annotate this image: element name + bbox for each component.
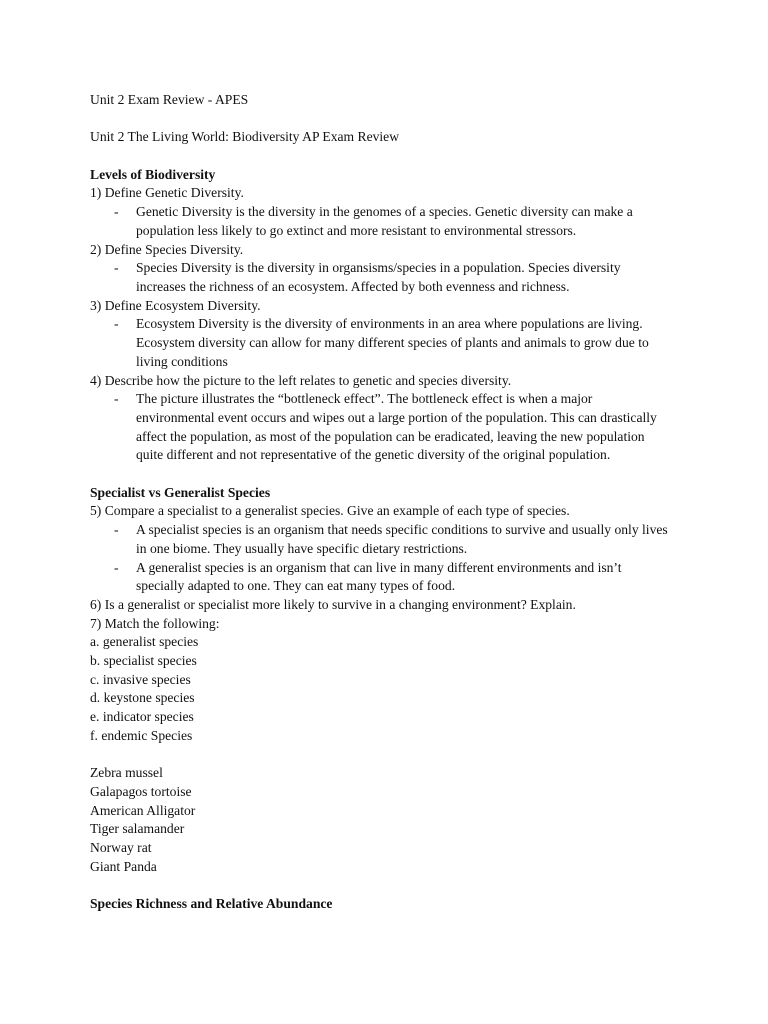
section-heading-specialist: Specialist vs Generalist Species bbox=[90, 484, 271, 500]
bullet-dash: - bbox=[114, 391, 119, 407]
list-item: c. invasive species bbox=[90, 671, 191, 687]
terms-list bbox=[90, 633, 680, 745]
question-5: 5) Compare a specialist to a generalist species. Give an example of each type of species. bbox=[90, 503, 570, 519]
list-item: e. indicator species bbox=[90, 709, 194, 725]
question-2: 2) Define Species Diversity. bbox=[90, 241, 244, 257]
answer-5-generalist: - A generalist species is an organism that can live in many different environments and isn’t specially adapted to one. They can eat many types of food. bbox=[114, 559, 622, 594]
bullet-dash: - bbox=[114, 559, 119, 575]
answer-2: - Species Diversity is the diversity in organsisms/species in a population. Species diversity increases the richness of an ecosystem. Affected by both evenness and richness. bbox=[114, 260, 621, 294]
answer-4: - The picture illustrates the “bottleneck effect”. The bottleneck effect is when a major environmental event occurs and wipes out a large portion of the population. This can drastically affect the population, as most of the population can be eradicated, leaving the new population quite different and not representative of the genetic diversity of the original population. bbox=[114, 391, 657, 463]
bullet-dash: - bbox=[114, 316, 119, 332]
document-subtitle: Unit 2 The Living World: Biodiversity AP Exam Review bbox=[90, 129, 400, 145]
answer-5-specialist: - A specialist species is an organism that needs specific conditions to survive and usually only lives in one biome. They usually have specific dietary restrictions. bbox=[114, 522, 668, 556]
list-item: b. specialist species bbox=[90, 653, 197, 669]
section-heading-levels: Levels of Biodiversity bbox=[90, 166, 216, 182]
bullet-dash: - bbox=[114, 260, 119, 276]
section-heading-richness: Species Richness and Relative Abundance bbox=[90, 896, 333, 912]
bullet-dash: - bbox=[114, 204, 119, 220]
list-item: Tiger salamander bbox=[90, 821, 185, 837]
question-7: 7) Match the following: bbox=[90, 615, 220, 631]
answer-3: - Ecosystem Diversity is the diversity of environments in an area where populations are living. Ecosystem diversity can allow for many different species of plants and animals to grow due to living conditions bbox=[114, 316, 649, 369]
list-item: d. keystone species bbox=[90, 690, 195, 706]
answer-1: - Genetic Diversity is the diversity in the genomes of a species. Genetic diversity can make a population less likely to go extinct and more resistant to environmental stressors. bbox=[114, 204, 633, 238]
list-item: f. endemic Species bbox=[90, 727, 193, 743]
list-item: a. generalist species bbox=[90, 634, 199, 650]
question-6: 6) Is a generalist or specialist more likely to survive in a changing environment? Explain. bbox=[90, 596, 576, 612]
list-item: Norway rat bbox=[90, 840, 152, 856]
question-4: 4) Describe how the picture to the left relates to genetic and species diversity. bbox=[90, 372, 512, 388]
list-item: Zebra mussel bbox=[90, 765, 163, 781]
bullet-dash: - bbox=[114, 522, 119, 538]
list-item: American Alligator bbox=[90, 802, 196, 818]
organisms-list bbox=[90, 764, 680, 876]
list-item: Galapagos tortoise bbox=[90, 783, 192, 799]
document-title: Unit 2 Exam Review - APES bbox=[90, 92, 249, 107]
question-1: 1) Define Genetic Diversity. bbox=[90, 185, 244, 201]
question-3: 3) Define Ecosystem Diversity. bbox=[90, 297, 261, 313]
list-item: Giant Panda bbox=[90, 858, 157, 874]
